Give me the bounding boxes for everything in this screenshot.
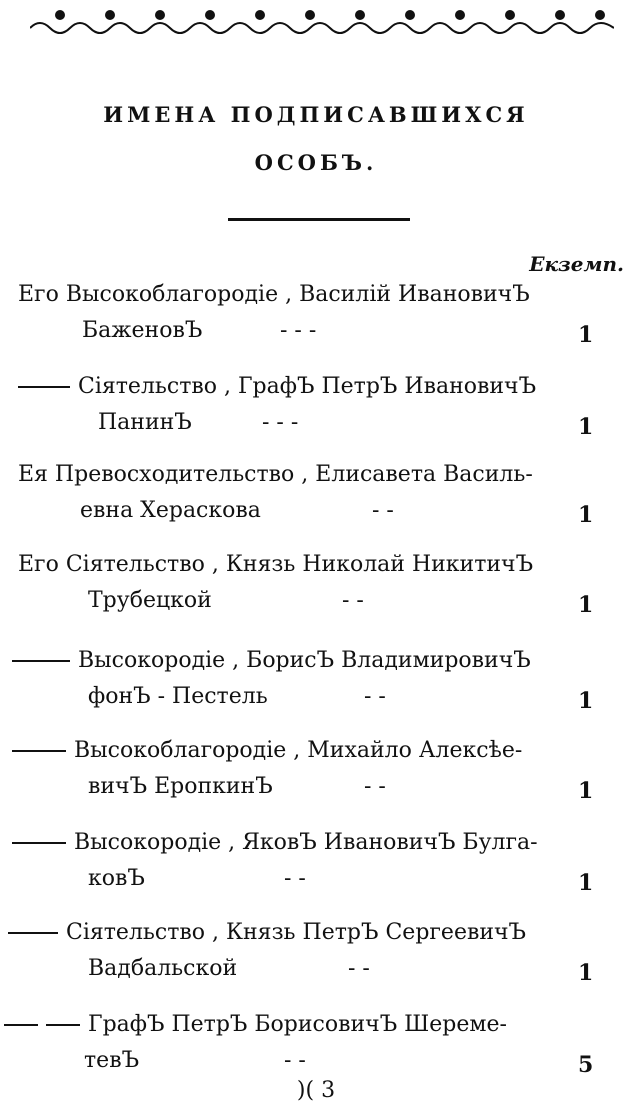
copies-count: 1 xyxy=(578,502,594,528)
leader-dashes: - - xyxy=(284,866,306,891)
leader-dashes: - - - xyxy=(262,410,299,435)
copies-count: 1 xyxy=(578,592,594,618)
subscriber-line1: Сіятельство , Князь ПетрЪ СергеевичЪ xyxy=(8,920,526,946)
page-number: )( 3 xyxy=(296,1078,336,1103)
subscriber-line1: ГрафЪ ПетрЪ БорисовичЪ Шереме- xyxy=(4,1012,507,1038)
page-subtitle: ОСОБЪ. xyxy=(254,150,378,175)
subscriber-entry xyxy=(0,738,632,808)
subscriber-line2: БаженовЪ xyxy=(82,318,203,343)
subscriber-entry xyxy=(0,462,632,532)
subscriber-line2: вичЪ ЕропкинЪ xyxy=(88,774,273,799)
copies-count: 1 xyxy=(578,870,594,896)
subscriber-entry xyxy=(0,552,632,622)
ditto-dash xyxy=(4,1024,38,1026)
copies-count: 1 xyxy=(578,322,594,348)
copies-column-header: Екземп. xyxy=(529,252,624,276)
leader-dashes: - - - xyxy=(280,318,317,343)
subscriber-entry xyxy=(0,1012,632,1082)
subscriber-entry xyxy=(0,648,632,718)
subscriber-line2: ПанинЪ xyxy=(98,410,192,435)
ditto-dash xyxy=(18,386,70,388)
subscriber-line1: Высокоблагородіе , Михайло Алексѣе- xyxy=(12,738,522,764)
leader-dashes: - - xyxy=(364,684,386,709)
subscriber-entry xyxy=(0,374,632,444)
leader-dashes: - - xyxy=(348,956,370,981)
subscriber-line1: Высокородіе , ЯковЪ ИвановичЪ Булга- xyxy=(12,830,538,856)
subscriber-line2: Трубецкой xyxy=(88,588,212,613)
ditto-dash xyxy=(46,1024,80,1026)
subscriber-line1: Его Высокоблагородіе , Василій ИвановичЪ xyxy=(18,282,530,307)
ditto-dash xyxy=(12,660,70,662)
page-title: ИМЕНА ПОДПИСАВШИХСЯ xyxy=(103,102,529,127)
ditto-dash xyxy=(8,932,58,934)
subscriber-line1: Его Сіятельство , Князь Николай НикитичЪ xyxy=(18,552,534,577)
ditto-dash xyxy=(12,750,66,752)
subscriber-line1: Сіятельство , ГрафЪ ПетрЪ ИвановичЪ xyxy=(18,374,536,400)
decorative-ornament-border xyxy=(30,6,614,36)
subscriber-line1: Высокородіе , БорисЪ ВладимировичЪ xyxy=(12,648,531,674)
copies-count: 5 xyxy=(578,1052,594,1078)
subscriber-line1: Ея Превосходительство , Елисавета Василь- xyxy=(18,462,533,487)
ditto-dash xyxy=(12,842,66,844)
subscriber-line2: тевЪ xyxy=(84,1048,140,1073)
subscriber-entry xyxy=(0,282,632,352)
copies-count: 1 xyxy=(578,414,594,440)
subscriber-line2: Вадбальской xyxy=(88,956,238,981)
copies-count: 1 xyxy=(578,778,594,804)
subscriber-line2: фонЪ - Пестель xyxy=(88,684,268,709)
leader-dashes: - - xyxy=(372,498,394,523)
leader-dashes: - - xyxy=(364,774,386,799)
leader-dashes: - - xyxy=(342,588,364,613)
subscriber-entry xyxy=(0,830,632,900)
subscriber-entry xyxy=(0,920,632,990)
copies-count: 1 xyxy=(578,960,594,986)
leader-dashes: - - xyxy=(284,1048,306,1073)
subscriber-line2: евна Хераскова xyxy=(80,498,261,523)
title-divider xyxy=(228,218,410,221)
subscriber-line2: ковЪ xyxy=(88,866,145,891)
copies-count: 1 xyxy=(578,688,594,714)
